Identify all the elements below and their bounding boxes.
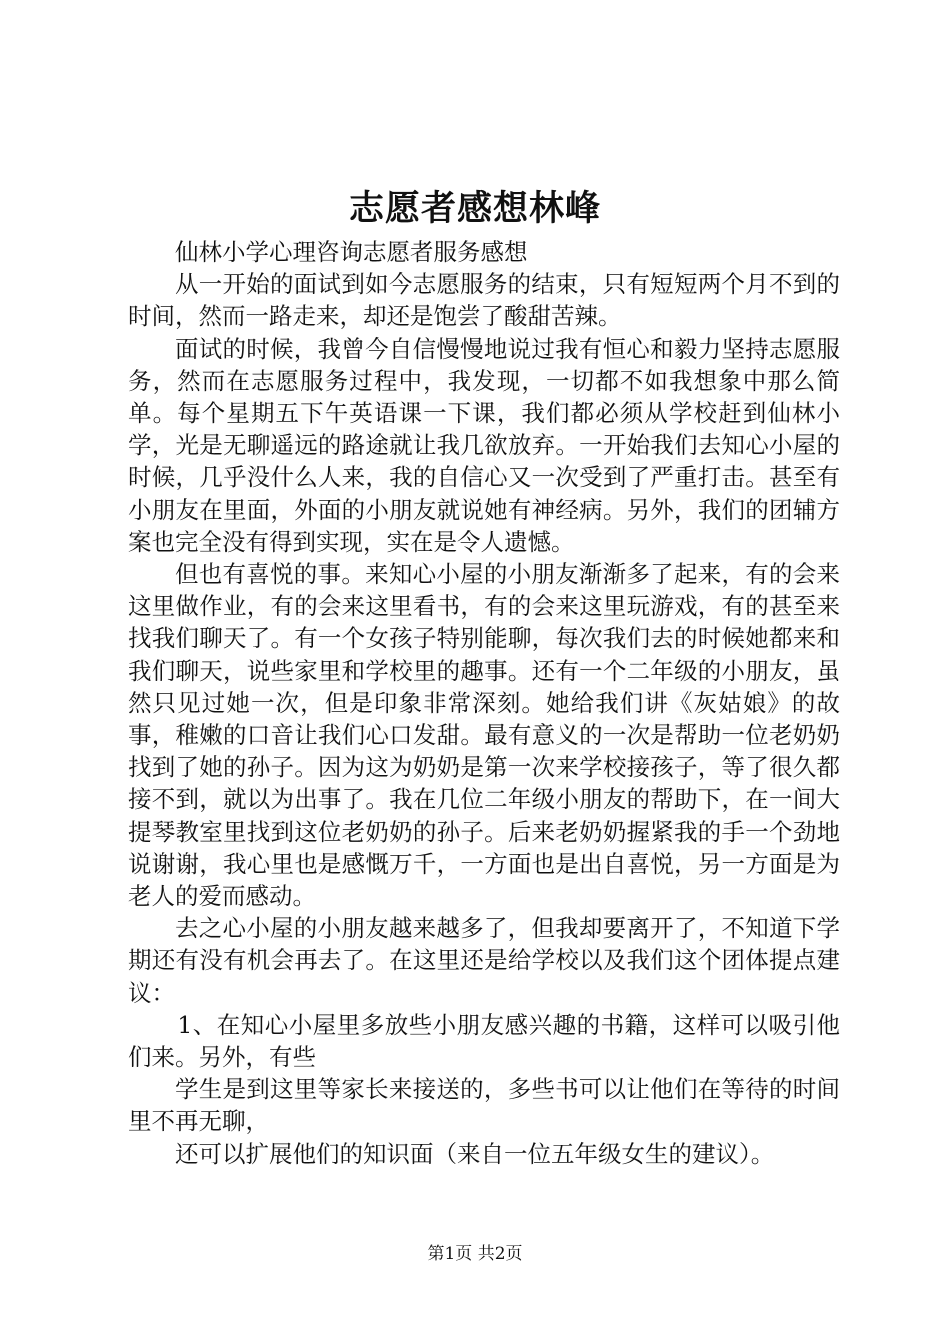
paragraph-suggestion-cont: 学生是到这里等家长来接送的，多些书可以让他们在等待的时间里不再无聊， [128,1075,840,1136]
paragraph-suggestion-1: 1、在知心小屋里多放些小朋友感兴趣的书籍，这样可以吸引他们来。另外，有些 [128,1010,840,1072]
document-body [128,236,840,1170]
paragraph-joy: 但也有喜悦的事。来知心小屋的小朋友渐渐多了起来，有的会来这里做作业，有的会来这里看书，有的会来这里玩游戏，有的甚至来找我们聊天了。有一个女孩子特别能聊，每次我们去的时候她都来和我们聊天，说些家里和学校里的趣事。还有一个二年级的小朋友，虽然只见过她一次，但是印象非常深刻。她给我们讲《灰姑娘》的故事，稚嫩的口音让我们心口发甜。最有意义的一次是帮助一位老奶奶找到了她的孙子。因为这为奶奶是第一次来学校接孩子，等了很久都接不到，就以为出事了。我在几位二年级小朋友的帮助下，在一间大提琴教室里找到这位老奶奶的孙子。后来老奶奶握紧我的手一个劲地说谢谢，我心里也是感慨万千，一方面也是出自喜悦，另一方面是为老人的爱而感动。 [128,560,840,911]
paragraph-interview: 面试的时候，我曾今自信慢慢地说过我有恒心和毅力坚持志愿服务，然而在志愿服务过程中，我发现，一切都不如我想象中那么简单。每个星期五下午英语课一下课，我们都必须从学校赶到仙林小学，光是无聊遥远的路途就让我几欲放弃。一开始我们去知心小屋的时候，几乎没什么人来，我的自信心又一次受到了严重打击。甚至有小朋友在里面，外面的小朋友就说她有神经病。另外，我们的团辅方案也完全没有得到实现，实在是令人遗憾。 [128,334,840,556]
paragraph-suggestion-end: 还可以扩展他们的知识面（来自一位五年级女生的建议）。 [175,1139,775,1168]
document-title: 志愿者感想林峰 [348,188,601,229]
paragraph-intro: 从一开始的面试到如今志愿服务的结束，只有短短两个月不到的时间，然而一路走来，却还是饱尝了酸甜苦辣。 [128,270,840,331]
paragraph-subtitle: 仙林小学心理咨询志愿者服务感想 [175,238,528,266]
paragraph-leaving: 去之心小屋的小朋友越来越多了，但我却要离开了，不知道下学期还有没有机会再去了。在这里还是给学校以及我们这个团体提点建议： [128,914,840,1007]
page-footer: 第1页 共2页 [427,1244,523,1264]
